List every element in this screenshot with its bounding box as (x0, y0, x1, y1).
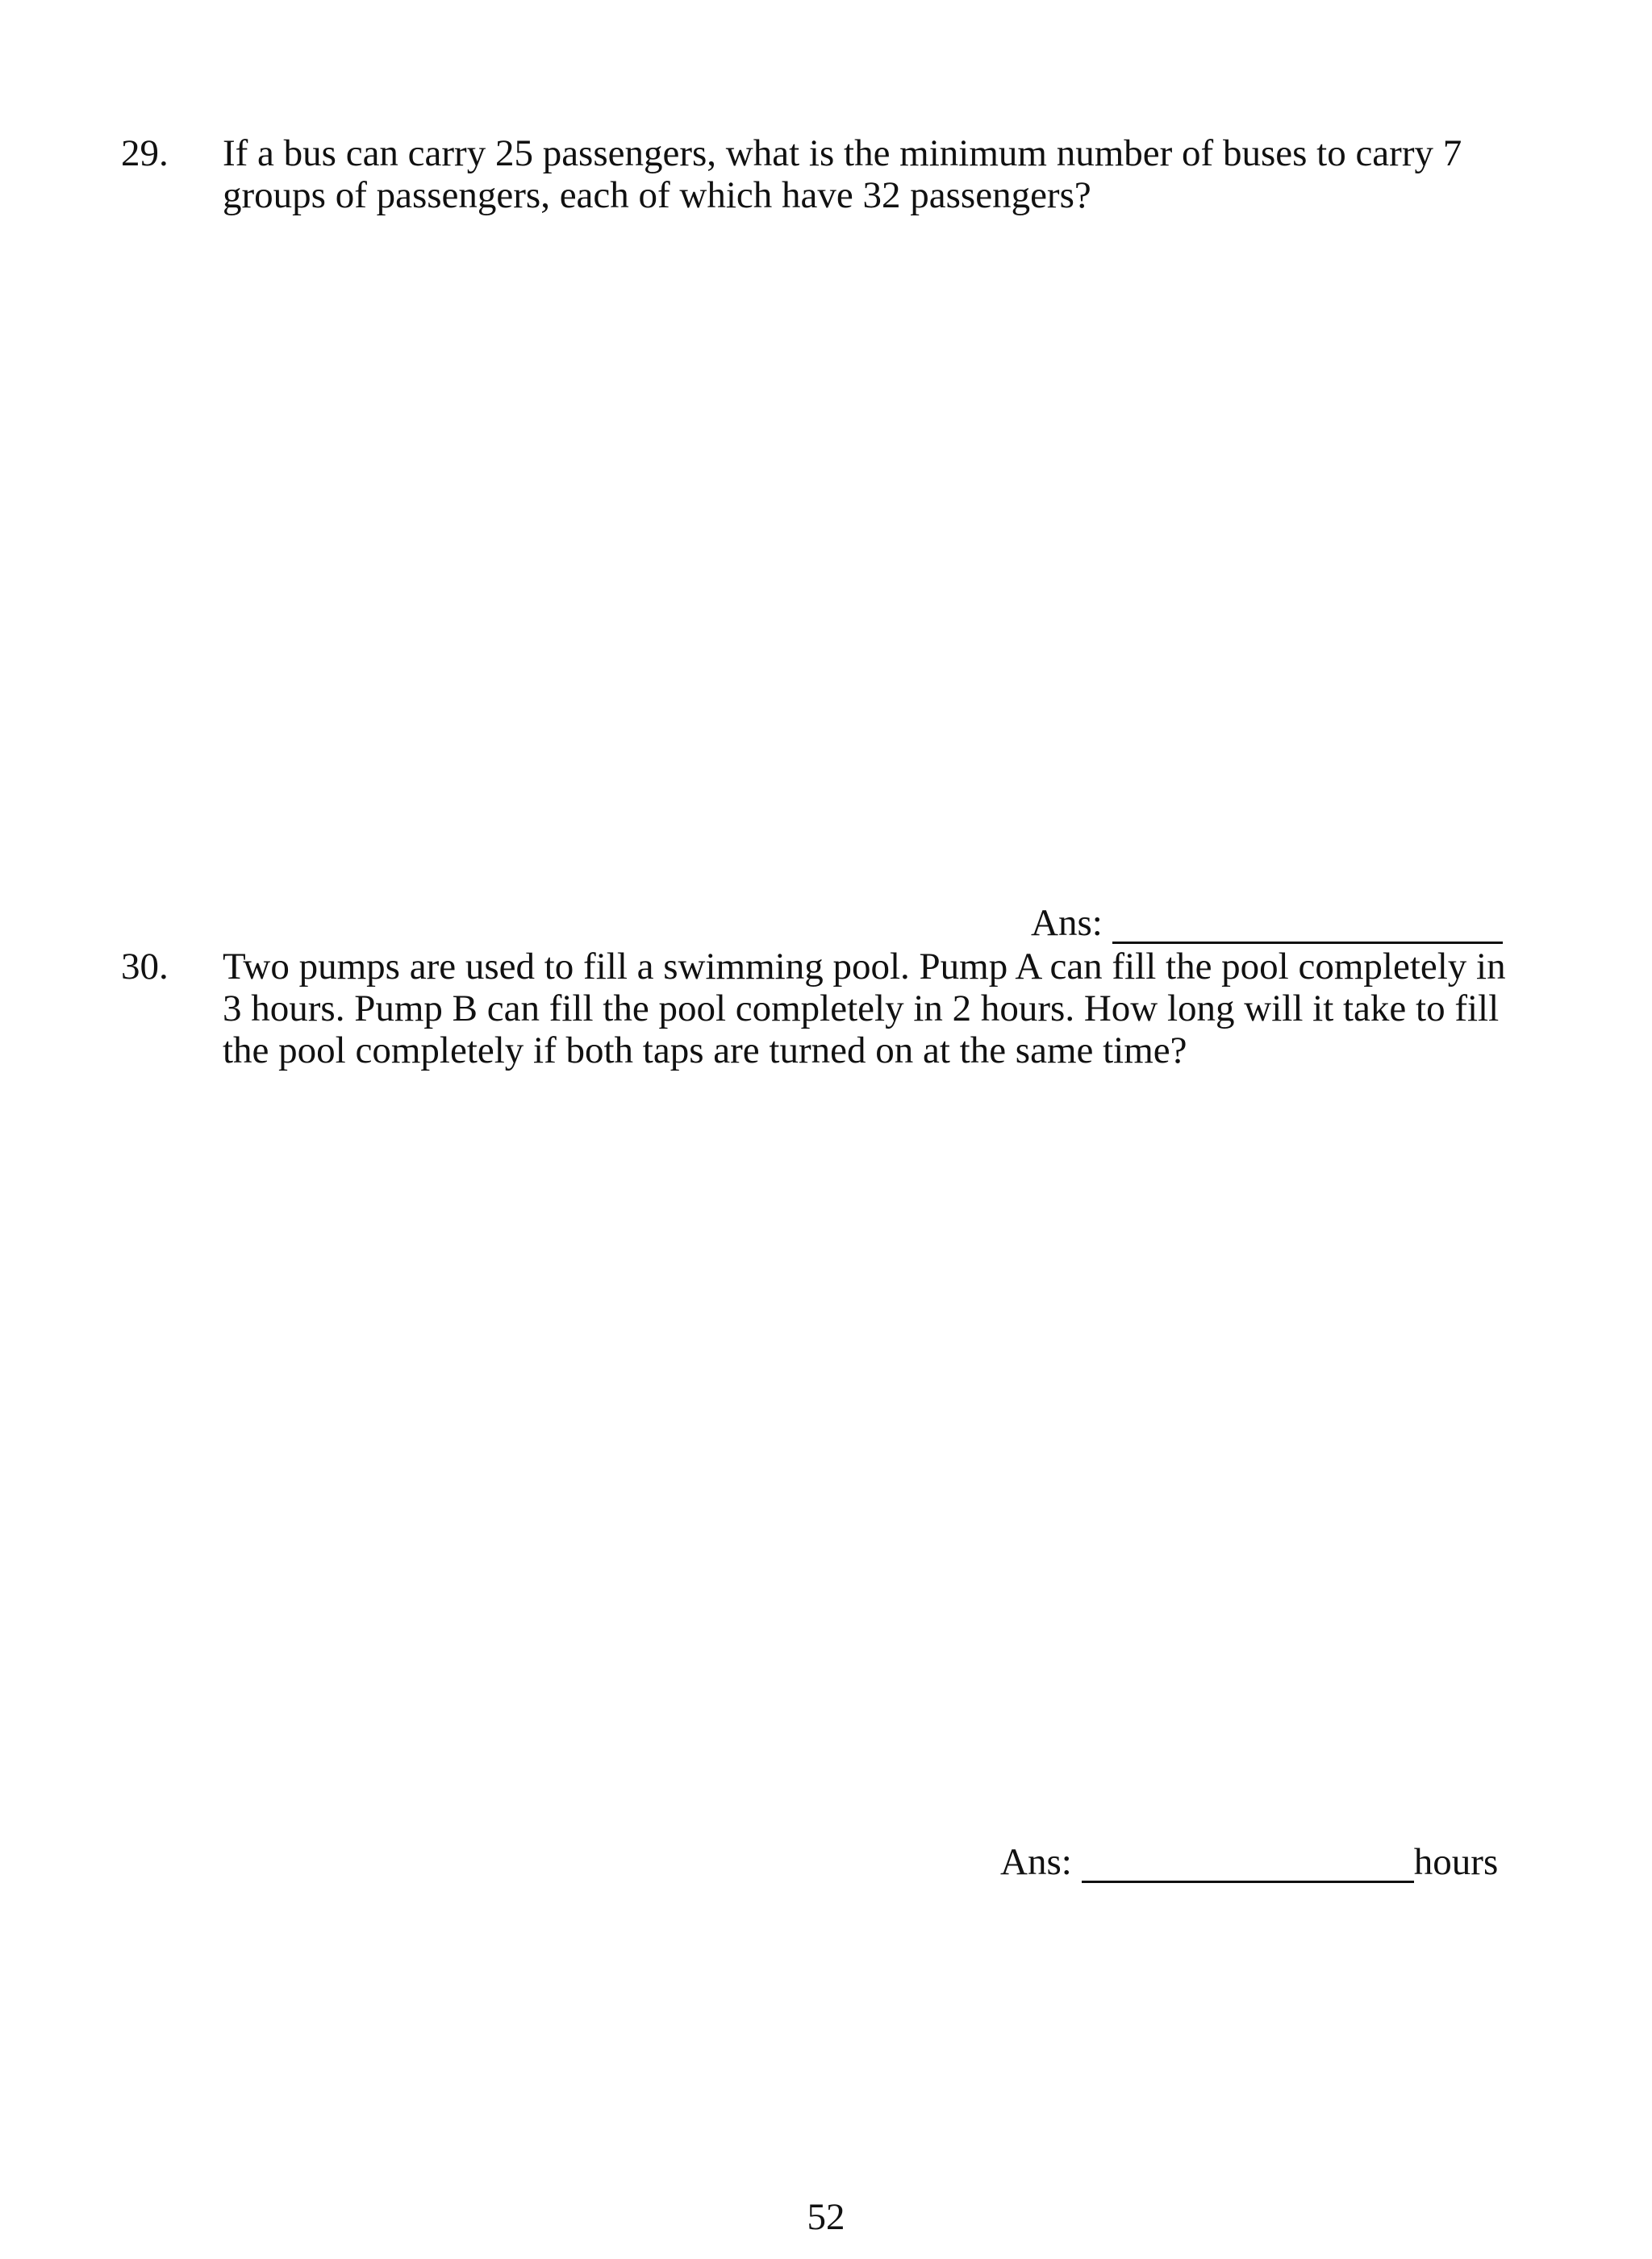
question-30-text (223, 946, 1513, 1071)
question-29-line-1: If a bus can carry 25 passengers, what is the minimum number of buses to carry 7 (223, 132, 1462, 174)
question-30-line-2: 3 hours. Pump B can fill the pool completely in 2 hours. How long will it take to fill (223, 988, 1500, 1029)
question-29-text (223, 132, 1513, 216)
question-30-answer-unit: hours (1413, 1841, 1499, 1883)
question-30-line-1: Two pumps are used to fill a swimming pool. Pump A can fill the pool completely in (223, 946, 1506, 988)
question-29-number: 29. (121, 132, 169, 174)
question-30-line-3: the pool completely if both taps are turned on at the same time? (223, 1029, 1187, 1071)
question-30-answer-blank[interactable] (1082, 1844, 1414, 1883)
page-number: 52 (807, 2196, 845, 2238)
question-30-answer (1000, 1841, 1498, 1883)
question-30-number: 30. (121, 946, 169, 988)
question-29-answer-label: Ans: (1031, 902, 1103, 944)
question-30-answer-label: Ans: (1000, 1841, 1072, 1883)
question-29-answer (1031, 902, 1503, 944)
question-29-line-2: groups of passengers, each of which have 32 passengers? (223, 174, 1091, 216)
question-29-answer-blank[interactable] (1112, 904, 1503, 944)
